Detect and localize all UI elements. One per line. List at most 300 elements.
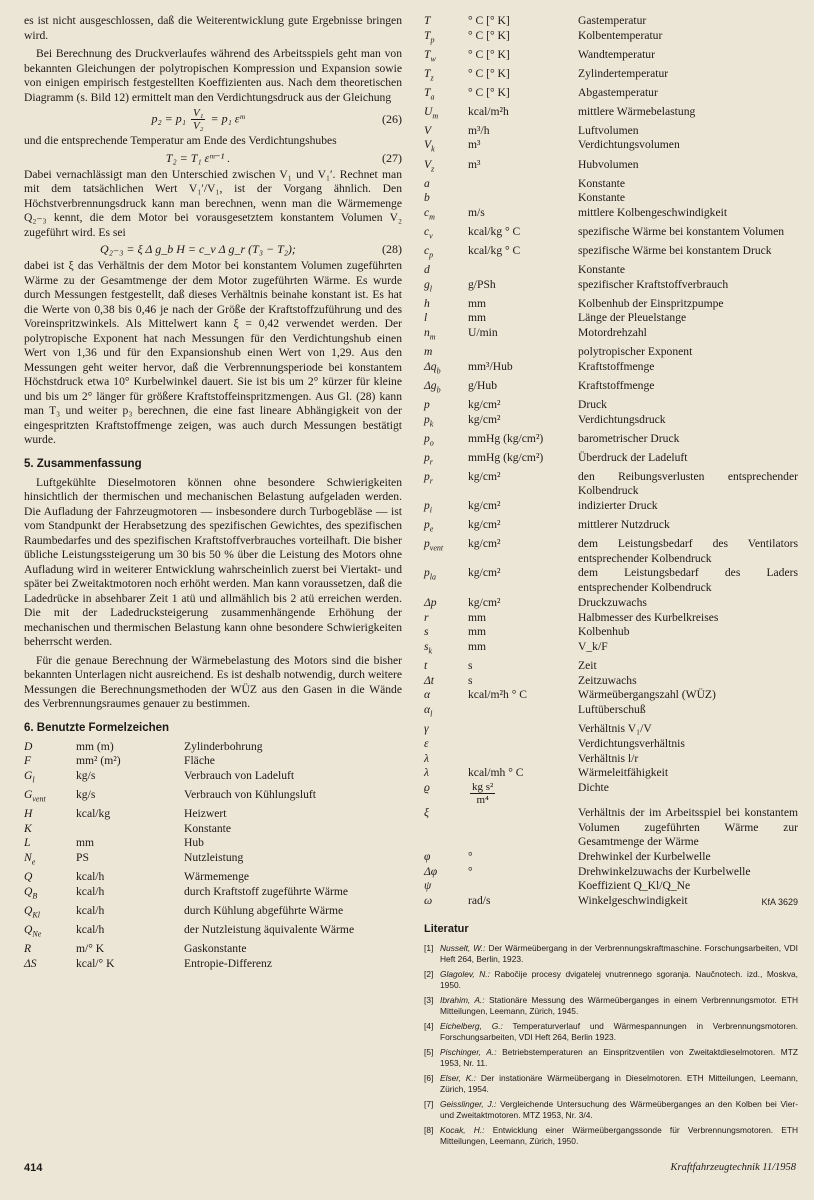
symbol-row (424, 470, 798, 499)
description-cell: Verbrauch von Kühlungsluft (184, 787, 317, 801)
symbol-cell (424, 766, 468, 781)
description-cell: Luftvolumen (578, 123, 639, 137)
symbol-glyph: ξ (424, 805, 429, 819)
symbol-row (24, 769, 354, 788)
reference-author: Geisslinger, J.: (440, 1098, 497, 1109)
reference-item (424, 1125, 798, 1147)
description-cell: Wärmemenge (184, 870, 250, 884)
symbol-row (424, 781, 798, 806)
symbol-cell (424, 105, 468, 124)
reference-body: Rabočije procesy dvigatelej vnutrennego sgoranja. Naučnotech. izd., Moskva, 1950. (440, 968, 799, 990)
symbol-row (424, 688, 798, 703)
unit-cell: mmHg (kg/cm²) (468, 450, 544, 464)
symbol-cell (424, 345, 468, 360)
reference-number: [6] (424, 1072, 434, 1083)
symbol-glyph: h (424, 296, 430, 310)
symbol-glyph: λ (424, 766, 430, 780)
description-cell: Koeffizient Q_Kl/Q_Ne (578, 879, 691, 893)
description-cell: Druckzuwachs (578, 595, 647, 609)
symbol-row (424, 722, 798, 737)
symbol-cell (424, 379, 468, 398)
unit-fraction (470, 781, 495, 806)
symbol-row (424, 191, 798, 206)
reference-text (440, 969, 798, 991)
equation-28 (24, 242, 402, 257)
unit-cell (468, 879, 578, 894)
symbol-row (24, 904, 354, 923)
unit-cell: kcal/kg ° C (468, 224, 521, 238)
symbol-cell (424, 470, 468, 499)
symbol-row (424, 263, 798, 278)
symbol-glyph: $p_k$ (424, 412, 434, 428)
unit-cell (76, 822, 184, 837)
symbol-cell (424, 850, 468, 865)
description-cell: Heizwert (184, 806, 227, 820)
symbol-glyph: R (24, 941, 32, 955)
reference-body: Stationäre Messung des Wärmeüberganges in einem Verbrennungsmotor. ETH Mitteilungen, Leemann, Zürich, 1945. (440, 994, 798, 1016)
unit-cell: kcal/h (76, 922, 105, 936)
symbol-cell (424, 499, 468, 518)
description-cell: durch Kühlung abgeführte Wärme (184, 903, 344, 917)
fraction-numerator: V₁ (192, 107, 204, 119)
unit-cell: mm (468, 296, 487, 310)
symbol-glyph: $Q_{Kl}$ (24, 903, 40, 920)
reference-text (440, 1047, 798, 1069)
symbol-glyph: $Q_{Ne}$ (24, 922, 42, 939)
symbol-glyph: $p_e$ (424, 518, 434, 534)
unit-cell: ° C [° K] (468, 47, 510, 61)
symbol-cell (424, 737, 468, 752)
reference-text (440, 1021, 798, 1043)
symbol-glyph: T (424, 14, 431, 27)
equation-formula (24, 107, 372, 132)
symbol-glyph: d (424, 262, 430, 276)
symbol-glyph: Δt (424, 673, 435, 687)
unit-cell: ° C [° K] (468, 85, 510, 99)
equation-formula: T₂ = T₁ εᵐ⁻¹ . (165, 150, 231, 165)
paragraph: Bei Berechnung des Druckverlaufes während des Arbeitsspiels geht man von bekannten Gleichungen der polytropischen Kompression und Expansion sowie von einigen empirisch festgestellten Koeffizienten aus. Nach dem theoretischen Diagramm (s. Bild 12) ermittelt man den Verdichtungsdruck aus der Gleichung (24, 47, 402, 104)
symbol-glyph: $p_i$ (424, 499, 433, 515)
unit-cell: kcal/° K (76, 956, 115, 970)
description-cell: durch Kraftstoff zugeführte Wärme (184, 884, 349, 898)
unit-cell (468, 191, 578, 206)
description-cell: Konstante (184, 821, 232, 835)
reference-number: [2] (424, 968, 434, 979)
symbol-glyph: Δp (424, 595, 437, 609)
paragraph: Luftgekühlte Dieselmotoren können ohne besondere Schwierigkeiten hinsichtlich der thermischen und mechanischen Belastung aufgeladen werden. Die Aufladung der Fahrzeugmotoren — insbesondere durch Turbogebläse — ist vom Standpunkt der Herabsetzung des spezifischen Gewichtes, des spezifischen Raumbedarfes und des spezifischen Kraftstoffverbrauches vorteilhaft. Die bisher übliche Leistungssteigerung um 30 bis 50 % über die Leistung des Motors ohne Aufladung wird in weiterer Entwicklung wahrscheinlich zuerst bei Viertakt- und später bei Zweitaktmotoren noch erhöht werden. Man kann voraussetzen, daß die Ladedrücke in absehbarer Zeit 1 atü und allmählich bis 2 atü erreichen werden. Die mit der Ladedrucksteigerung zusammenhängende Erhöhung der mechanischen und thermischen Belastung kann ohne besondere Schwierigkeiten beherrscht werden. (24, 475, 402, 648)
symbol-cell (24, 904, 76, 923)
symbol-glyph: $N_e$ (24, 851, 36, 867)
symbol-row (424, 138, 798, 157)
symbol-row (424, 297, 798, 312)
symbol-glyph: ω (424, 894, 433, 908)
paragraph: Für die genaue Berechnung der Wärmebelastung des Motors sind die bisher bekannten Unterlagen nicht ausreichend. Es ist deshalb notwendig, durch weitere Messungen die Berechnungsmethoden der WÜZ aus den Gasen in die Wände des Verbrennungsraumes genauer zu bestimmen. (24, 653, 402, 710)
reference-author: Eichelberg, G.: (440, 1020, 503, 1031)
symbol-row (424, 244, 798, 263)
description-cell: Motordrehzahl (578, 326, 647, 340)
reference-text (440, 1073, 798, 1095)
description-cell: Kraftstoffmenge (578, 378, 655, 392)
symbol-cell (424, 278, 468, 297)
description-cell: Hubvolumen (578, 157, 639, 171)
symbol-row (424, 611, 798, 626)
reference-text (440, 943, 798, 965)
symbol-row (424, 737, 798, 752)
symbol-row (424, 850, 798, 865)
unit-cell: mm (76, 836, 95, 850)
symbol-row (24, 754, 354, 769)
reference-body: Entwicklung einer Wärmeübergangssonde für Verbrennungsmotoren. ETH Mitteilungen, Leemann, Zürich, 1950. (440, 1124, 799, 1146)
unit-cell: m³ (468, 157, 481, 171)
symbol-row (424, 596, 798, 611)
equation-rhs: = p₁ εᵐ (210, 111, 245, 126)
symbol-cell (424, 48, 468, 67)
symbol-glyph: Δφ (424, 864, 438, 878)
unit-cell: kg/cm² (468, 566, 501, 580)
unit-cell (468, 345, 578, 360)
unit-cell: g/PSh (468, 277, 496, 291)
symbol-cell (424, 29, 468, 48)
symbol-row (424, 345, 798, 360)
unit-cell: mm (468, 625, 487, 639)
description-cell: Zeit (578, 658, 597, 672)
unit-cell: kg/s (76, 787, 96, 801)
equation-number: (27) (382, 150, 402, 165)
symbol-cell (24, 957, 76, 972)
symbol-row (424, 451, 798, 470)
description-cell: Dichte (578, 780, 609, 794)
symbol-glyph: $p_r$ (424, 469, 433, 485)
symbol-cell (24, 923, 76, 942)
symbol-row (424, 67, 798, 86)
symbol-glyph: $T_z$ (424, 66, 434, 83)
unit-cell (468, 177, 578, 192)
symbol-cell (24, 788, 76, 807)
symbol-row (424, 806, 798, 850)
symbol-table (424, 14, 798, 909)
symbol-row (424, 640, 798, 659)
symbol-glyph: $c_v$ (424, 224, 433, 241)
symbol-row (424, 674, 798, 689)
symbol-cell (424, 659, 468, 674)
symbol-cell (424, 722, 468, 737)
description-cell: V_k/F (578, 639, 608, 653)
unit-cell: mm³/Hub (468, 359, 513, 373)
symbol-row (424, 865, 798, 880)
reference-text (440, 1125, 798, 1147)
unit-cell: mmHg (kg/cm²) (468, 431, 544, 445)
symbol-row (424, 124, 798, 139)
symbol-cell (24, 942, 76, 957)
reference-item (424, 943, 798, 965)
symbol-row (24, 851, 354, 870)
symbol-row (424, 379, 798, 398)
unit-cell (468, 806, 578, 850)
reference-text (440, 995, 798, 1017)
symbol-row (424, 398, 798, 413)
description-cell: der Nutzleistung äquivalente Wärme (184, 922, 355, 936)
symbol-row (424, 752, 798, 767)
unit-cell: mm (468, 639, 487, 653)
symbol-cell (424, 138, 468, 157)
symbol-glyph: $g_l$ (424, 277, 433, 293)
equation-number: (26) (382, 112, 402, 126)
symbol-row (424, 499, 798, 518)
symbol-row (424, 566, 798, 595)
symbol-glyph: α (424, 688, 431, 702)
symbol-glyph: ΔS (24, 956, 37, 970)
symbol-cell (424, 566, 468, 595)
reference-author: Pischinger, A.: (440, 1046, 497, 1057)
symbol-row (424, 413, 798, 432)
reference-body: Betriebstemperaturen an Einspritzventilen von Zweitaktdieselmotoren. MTZ 1953, Nr. 11. (440, 1046, 798, 1068)
paragraph: Dabei vernachlässigt man den Unterschied zwischen V₁ und V₁′. Rechnet man mit dem tatsächlichen Wert V₁′/V₁, ist der Vorgang ähnlich. Den Höchstverbrennungsdruck kann man berechnen, wenn man die Wärmemenge Q₂₋₃ kennt, die dem Motor bei vorausgesetztem konstantem Volumen V₂ zugeführt wird. Es sei (24, 167, 402, 239)
reference-author: Nusselt, W.: (440, 942, 486, 953)
symbol-glyph: $\alpha_l$ (424, 703, 433, 719)
section-heading: 5. Zusammenfassung (24, 457, 142, 470)
unit-cell: mm (468, 610, 487, 624)
unit-cell: kg/cm² (468, 595, 501, 609)
unit-cell: kcal/h (76, 870, 105, 884)
symbol-cell (424, 865, 468, 880)
symbol-glyph: $p_{vent}$ (424, 537, 444, 553)
unit-cell: m/s (468, 205, 485, 219)
symbol-glyph: $T_w$ (424, 47, 436, 64)
symbol-glyph: $Q_B$ (24, 884, 38, 901)
symbol-cell (24, 807, 76, 822)
unit-cell: kcal/h (76, 903, 105, 917)
unit-cell: s (468, 673, 473, 687)
description-cell: Wärmeübergangszahl (WÜZ) (578, 688, 716, 702)
symbol-glyph: m (424, 345, 433, 359)
reference-author: Elser, K.: (440, 1072, 476, 1083)
symbol-glyph: λ (424, 751, 430, 765)
description-cell: mittlere Kolbengeschwindigkeit (578, 205, 728, 219)
symbol-row (424, 48, 798, 67)
symbol-row (424, 105, 798, 124)
reference-number: [4] (424, 1020, 434, 1031)
symbol-glyph: $T_p$ (424, 28, 435, 45)
symbol-row (424, 29, 798, 48)
symbol-glyph: $s_k$ (424, 639, 433, 656)
equation-26 (24, 107, 402, 132)
equation-formula: Q₂₋₃ = ξ Δ g_b H = c_v Δ g_r (T₃ − T₂); (100, 242, 296, 256)
description-cell: Kolbentemperatur (578, 28, 663, 42)
symbol-glyph: $p_{la}$ (424, 566, 437, 582)
symbol-row (24, 942, 354, 957)
kfa-code: KfA 3629 (761, 896, 798, 907)
symbol-glyph: $\Delta q_b$ (424, 359, 441, 376)
unit-cell: kg/cm² (468, 518, 501, 532)
unit-cell: kcal/m²h ° C (468, 688, 527, 702)
reference-text (440, 1099, 798, 1121)
unit-cell: kcal/m²h (468, 104, 509, 118)
symbol-cell (24, 769, 76, 788)
symbol-cell (424, 326, 468, 345)
description-cell: den Reibungsverlusten entsprechender Kolbendruck (578, 469, 798, 498)
symbol-glyph: $T_a$ (424, 85, 435, 102)
left-column (24, 14, 402, 971)
unit-cell: ° C [° K] (468, 66, 510, 80)
equation-number: (28) (382, 242, 402, 256)
symbol-row (24, 836, 354, 851)
description-cell: Kraftstoffmenge (578, 359, 655, 373)
symbol-row (424, 659, 798, 674)
description-cell: Zeitzuwachs (578, 673, 637, 687)
description-cell: Konstante (578, 176, 626, 190)
symbol-cell (424, 752, 468, 767)
symbol-glyph: r (424, 610, 429, 624)
symbol-table-body (424, 14, 798, 909)
symbol-cell (24, 822, 76, 837)
description-cell: Verbrauch von Ladeluft (184, 768, 295, 782)
unit-cell: kcal/kg (76, 806, 111, 820)
description-cell: Kolbenhub der Einspritzpumpe (578, 296, 724, 310)
description-cell: spezifische Wärme bei konstantem Volumen (578, 224, 785, 238)
symbol-row (424, 278, 798, 297)
reference-number: [8] (424, 1124, 434, 1135)
unit-cell: kcal/h (76, 884, 105, 898)
symbol-cell (24, 885, 76, 904)
reference-item (424, 1073, 798, 1095)
right-column (424, 14, 798, 1151)
symbol-cell (424, 781, 468, 806)
symbol-cell (424, 244, 468, 263)
description-cell: Gastemperatur (578, 14, 647, 27)
symbol-glyph: V (424, 123, 432, 137)
symbol-cell (424, 14, 468, 29)
fraction-denominator: V₂ (192, 120, 204, 132)
description-cell: dem Leistungsbedarf des Ventilators entsprechender Kolbendruck (578, 537, 798, 565)
description-cell: Luftüberschuß (578, 703, 646, 717)
symbol-glyph: Q (24, 870, 33, 884)
unit-cell: s (468, 658, 473, 672)
symbol-cell (424, 432, 468, 451)
symbol-glyph: $c_m$ (424, 205, 435, 222)
unit-cell: kg/cm² (468, 412, 501, 426)
symbol-row (24, 957, 354, 972)
symbol-glyph: b (424, 191, 430, 205)
symbol-cell (424, 806, 468, 850)
symbol-glyph: $U_m$ (424, 104, 439, 121)
reference-list (424, 943, 798, 1147)
unit-cell: mm (468, 311, 487, 325)
symbol-glyph: p (424, 397, 430, 411)
symbol-cell (424, 611, 468, 626)
paragraph: und die entsprechende Temperatur am Ende des Verdichtungshubes (24, 134, 337, 147)
symbol-glyph: $V_k$ (424, 138, 435, 154)
unit-cell: ° C [° K] (468, 14, 510, 27)
symbol-glyph: ϱ (424, 780, 430, 794)
symbol-cell (424, 67, 468, 86)
symbol-row (424, 14, 798, 29)
symbol-row (424, 158, 798, 177)
symbol-glyph: $c_p$ (424, 243, 434, 260)
reference-body: Temperaturverlauf und Wärmespannungen in Verbrennungsmotoren. Forschungsarbeiten, VDI Heft 264, Berlin 1923. (440, 1020, 798, 1042)
symbol-cell (424, 158, 468, 177)
description-cell: Abgastemperatur (578, 85, 658, 99)
reference-body: Der Wärmeübergang in der Verbrennungskraftmaschine. Forschungsarbeiten, VDI Heft 264, Berlin, 1923. (440, 942, 798, 964)
symbol-row (424, 206, 798, 225)
symbol-glyph: K (24, 821, 32, 835)
symbol-glyph: a (424, 176, 430, 190)
symbol-cell (424, 398, 468, 413)
description-cell: Verdichtungsverhältnis (578, 736, 685, 750)
description-cell: spezifischer Kraftstoffverbrauch (578, 277, 729, 291)
symbol-glyph: t (424, 658, 428, 672)
description-cell: Halbmesser des Kurbelkreises (578, 610, 719, 624)
symbol-glyph: $p_r$ (424, 450, 433, 466)
description-cell: barometrischer Druck (578, 431, 680, 445)
unit-cell: kg/cm² (468, 469, 501, 483)
symbol-row (424, 879, 798, 894)
symbol-row (424, 86, 798, 105)
section-heading: 6. Benutzte Formelzeichen (24, 721, 170, 734)
symbol-cell (424, 703, 468, 722)
symbol-glyph: $n_m$ (424, 326, 436, 342)
unit-cell: ° (468, 850, 473, 864)
reference-number: [1] (424, 942, 434, 953)
description-cell: Winkelgeschwindigkeit (578, 894, 688, 908)
symbol-row (24, 788, 354, 807)
equation-lhs: p₂ = p₁ (151, 111, 186, 126)
unit-cell: kg/s (76, 768, 96, 782)
symbol-row (424, 360, 798, 379)
unit-cell: ° C [° K] (468, 28, 510, 42)
symbol-glyph: $\Delta g_b$ (424, 378, 441, 395)
unit-cell: kg/cm² (468, 397, 501, 411)
symbol-row (424, 326, 798, 345)
unit-cell: kg/cm² (468, 499, 501, 512)
unit-cell: kcal/kg ° C (468, 243, 521, 257)
symbol-row (424, 703, 798, 722)
symbol-glyph: φ (424, 850, 431, 864)
unit-cell (468, 722, 578, 737)
description-cell: Länge der Pleuelstange (578, 311, 687, 325)
symbol-glyph: $G_l$ (24, 768, 35, 785)
unit-cell: rad/s (468, 894, 491, 908)
fraction-numerator: kg s² (472, 780, 494, 793)
unit-cell (468, 703, 578, 722)
paragraph: dabei ist ξ das Verhältnis der dem Motor bei konstantem Volumen zugeführten Wärme zu der Gesamtmenge der dem Motor zugeführten Wärme. Es wurde durch Messungen festgestellt, daß dieses Verhältnis beinahe konstant ist. Es hat die Werte von 0,38 bis 0,46 je nach der Größe der Kraftstoffzuführung und des Voreinspritzwinkels. Als Mittelwert kann ξ = 0,42 verwendet werden. Der polytropische Exponent hat nach Messungen für den Verdichtungshub einen Wert von 1,36 und für den Expansionshub einen Wert von 1,29. Aus den Messungen geht weiter hervor, daß die Verbrennungsperiode bei konstantem Höchstdruck etwa 10° Kurbelwinkel dauert. Sie ist bis um 2° kürzer für kleine und bis um 2° länger für größere Kraftstoffeinspritzmengen. Aus Gl. (28) kann man T₃ und weiter p₃ berechnen, die eine fast lineare Abhängigkeit von der eingespritzten Kraftstoffmenge zeigen, was auch durch Messungen bestätigt wurde. (24, 259, 402, 446)
symbol-glyph: γ (424, 722, 429, 736)
symbol-cell (424, 225, 468, 244)
symbol-cell (424, 640, 468, 659)
symbol-cell (24, 740, 76, 755)
reference-author: Ibrahim, A.: (440, 994, 485, 1005)
description-cell: Verdichtungsvolumen (578, 138, 680, 152)
symbol-row (24, 822, 354, 837)
description-cell: spezifische Wärme bei konstantem Druck (578, 243, 772, 257)
unit-cell: kg/cm² (468, 537, 501, 551)
journal-footer: Kraftfahrzeugtechnik 11/1958 (670, 1162, 796, 1173)
symbol-row (424, 518, 798, 537)
symbol-cell (424, 451, 468, 470)
description-cell: Zylinderbohrung (184, 739, 263, 753)
reference-author: Glagolev, N.: (440, 968, 490, 979)
description-cell: Drehwinkelzuwachs der Kurbelwelle (578, 864, 751, 878)
unit-cell: m/° K (76, 941, 105, 955)
symbol-glyph: H (24, 806, 33, 820)
description-cell: Hub (184, 836, 204, 850)
description-cell: Gaskonstante (184, 941, 247, 955)
description-cell: Wärmeleitfähigkeit (578, 766, 669, 780)
unit-cell: U/min (468, 326, 498, 340)
symbol-cell (424, 86, 468, 105)
reference-item (424, 1021, 798, 1043)
symbol-row (424, 177, 798, 192)
symbol-row (424, 537, 798, 566)
